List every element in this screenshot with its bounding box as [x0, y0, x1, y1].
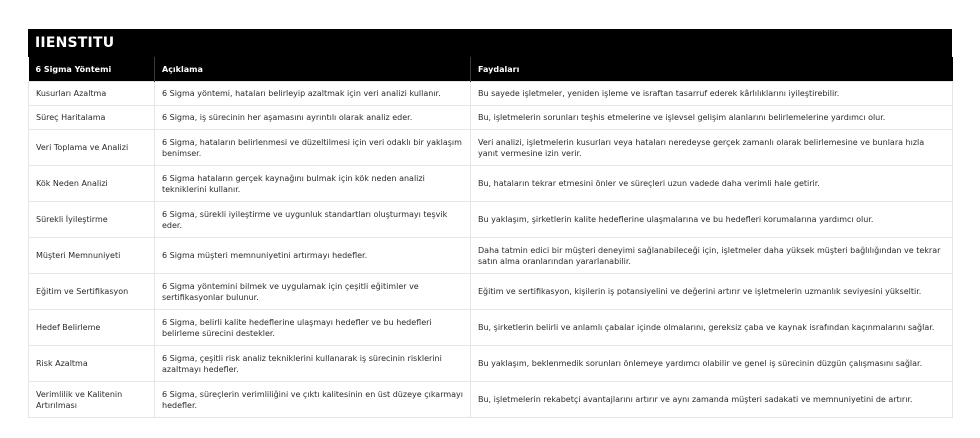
- cell-benefits: Bu, işletmelerin rekabetçi avantajlarını artırır ve aynı zamanda müşteri sadakati ve memnuniyetini de artırır.: [471, 382, 953, 418]
- cell-description: 6 Sigma, sürekli iyileştirme ve uygunluk standartları oluşturmayı teşvik eder.: [155, 202, 471, 238]
- cell-description: 6 Sigma, hataların belirlenmesi ve düzeltilmesi için veri odaklı bir yaklaşım benimser.: [155, 130, 471, 166]
- table-row: [29, 274, 953, 310]
- brand-header: IIENSTITU: [28, 29, 952, 57]
- cell-method: Süreç Haritalama: [29, 106, 155, 130]
- cell-method: Kusurları Azaltma: [29, 82, 155, 106]
- cell-method: Sürekli İyileştirme: [29, 202, 155, 238]
- cell-method: Müşteri Memnuniyeti: [29, 238, 155, 274]
- cell-method: Kök Neden Analizi: [29, 166, 155, 202]
- content-card: [28, 29, 952, 418]
- table-row: [29, 238, 953, 274]
- table-row: [29, 82, 953, 106]
- header-description: Açıklama: [155, 57, 471, 82]
- header-method: 6 Sigma Yöntemi: [29, 57, 155, 82]
- table-row: [29, 106, 953, 130]
- cell-benefits: Bu, işletmelerin sorunları teşhis etmelerine ve işlevsel gelişim alanlarını belirlemelerine yardımcı olur.: [471, 106, 953, 130]
- cell-description: 6 Sigma müşteri memnuniyetini artırmayı hedefler.: [155, 238, 471, 274]
- cell-method: Veri Toplama ve Analizi: [29, 130, 155, 166]
- cell-benefits: Eğitim ve sertifikasyon, kişilerin iş potansiyelini ve değerini artırır ve işletmelerin uzmanlık seviyesini yükseltir.: [471, 274, 953, 310]
- cell-benefits: Daha tatmin edici bir müşteri deneyimi sağlanabileceği için, işletmeler daha yüksek müşteri bağlılığından ve tekrar satın alma oranlarından yararlanabilir.: [471, 238, 953, 274]
- cell-description: 6 Sigma yöntemini bilmek ve uygulamak için çeşitli eğitimler ve sertifikasyonlar bulunur.: [155, 274, 471, 310]
- cell-method: Eğitim ve Sertifikasyon: [29, 274, 155, 310]
- cell-benefits: Bu yaklaşım, şirketlerin kalite hedeflerine ulaşmalarına ve bu hedefleri korumalarına yardımcı olur.: [471, 202, 953, 238]
- cell-benefits: Bu, şirketlerin belirli ve anlamlı çabalar içinde olmalarını, gereksiz çaba ve kaynak israfından kaçınmalarını sağlar.: [471, 310, 953, 346]
- table-row: [29, 202, 953, 238]
- cell-description: 6 Sigma, iş sürecinin her aşamasını ayrıntılı olarak analiz eder.: [155, 106, 471, 130]
- table-row: [29, 130, 953, 166]
- cell-method: Hedef Belirleme: [29, 310, 155, 346]
- cell-benefits: Bu yaklaşım, beklenmedik sorunları önlemeye yardımcı olabilir ve genel iş sürecinin düzgün çalışmasını sağlar.: [471, 346, 953, 382]
- sigma-methods-table: [28, 57, 953, 418]
- cell-description: 6 Sigma hataların gerçek kaynağını bulmak için kök neden analizi tekniklerini kullanır.: [155, 166, 471, 202]
- cell-description: 6 Sigma, süreçlerin verimliliğini ve çıktı kalitesinin en üst düzeye çıkarmayı hedefler.: [155, 382, 471, 418]
- cell-benefits: Veri analizi, işletmelerin kusurları veya hataları neredeyse gerçek zamanlı olarak belirlemesine ve bunlara hızla yanıt vermesine izin verir.: [471, 130, 953, 166]
- cell-benefits: Bu sayede işletmeler, yeniden işleme ve israftan tasarruf ederek kârlılıklarını iyileştirebilir.: [471, 82, 953, 106]
- table-row: [29, 310, 953, 346]
- cell-method: Risk Azaltma: [29, 346, 155, 382]
- cell-description: 6 Sigma yöntemi, hataları belirleyip azaltmak için veri analizi kullanır.: [155, 82, 471, 106]
- table-row: [29, 346, 953, 382]
- table-row: [29, 166, 953, 202]
- table-row: [29, 382, 953, 418]
- cell-method: Verimlilik ve Kalitenin Artırılması: [29, 382, 155, 418]
- cell-benefits: Bu, hataların tekrar etmesini önler ve süreçleri uzun vadede daha verimli hale getirir.: [471, 166, 953, 202]
- cell-description: 6 Sigma, çeşitli risk analiz tekniklerini kullanarak iş sürecinin risklerini azaltmayı hedefler.: [155, 346, 471, 382]
- cell-description: 6 Sigma, belirli kalite hedeflerine ulaşmayı hedefler ve bu hedefleri belirleme sürecini destekler.: [155, 310, 471, 346]
- header-benefits: Faydaları: [471, 57, 953, 82]
- table-header-row: [29, 57, 953, 82]
